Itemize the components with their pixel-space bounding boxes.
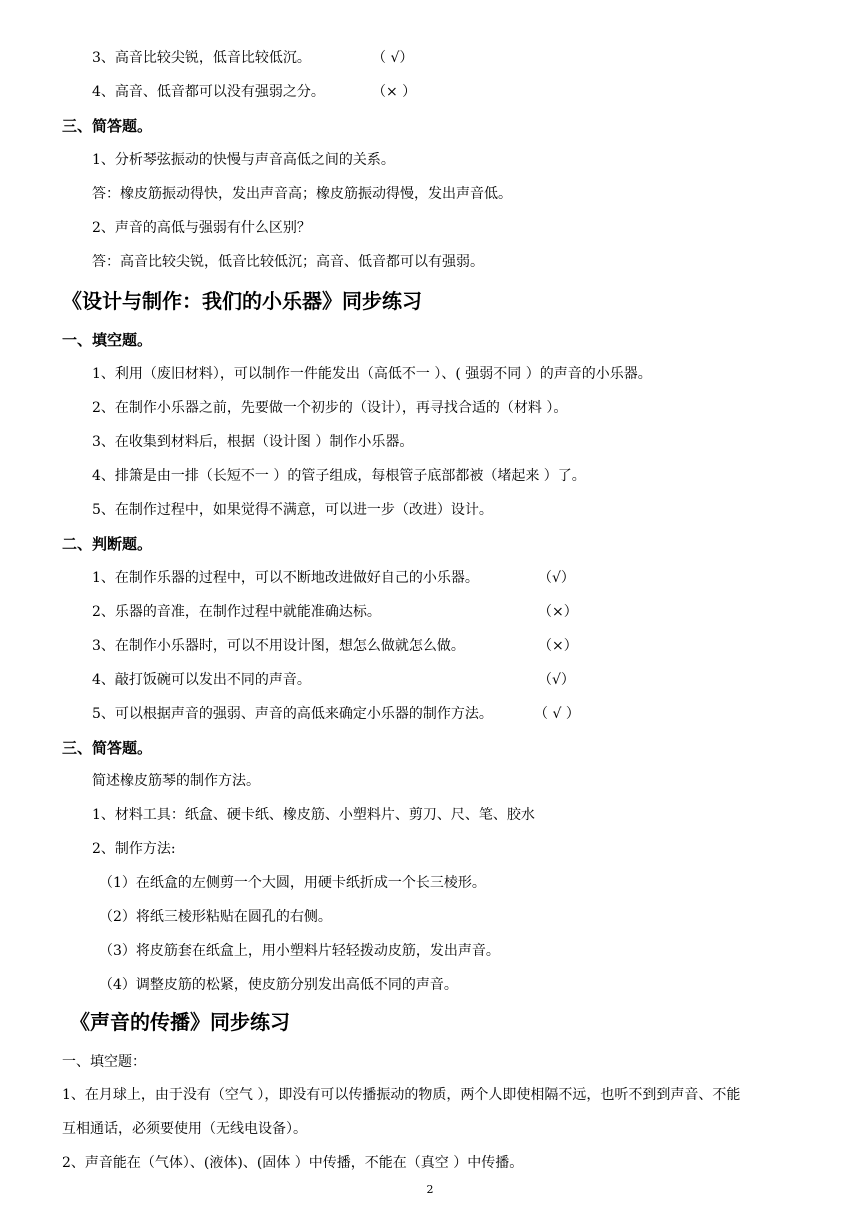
question-line: 1、分析琴弦振动的快慢与声音高低之间的关系。 [92, 152, 395, 168]
section-heading: 三、简答题。 [62, 739, 153, 757]
question-line: 2、声音的高低与强弱有什么区别？ [92, 220, 311, 236]
judge-item-mark: （×） [538, 604, 578, 620]
fill-item: 2、在制作小乐器之前，先要做一个初步的（设计），再寻找合适的（材料 ）。 [92, 400, 568, 416]
section-heading: 二、判断题。 [62, 535, 153, 553]
lesson-title: 《设计与制作：我们的小乐器》同步练习 [62, 289, 422, 313]
section-heading: 一、填空题： [62, 1054, 146, 1070]
page-number: 2 [426, 1183, 434, 1196]
judge-item-mark: （× ） [372, 84, 417, 100]
section-heading: 三、简答题。 [62, 117, 153, 135]
fill-item: 2、声音能在（气体）、(液体)、(固体 ）中传播，不能在（真空 ）中传播。 [62, 1155, 524, 1171]
judge-item-text: 3、在制作小乐器时，可以不用设计图，想怎么做就怎么做。 [92, 638, 465, 654]
section-heading: 一、填空题。 [62, 331, 153, 349]
judge-item-text: 3、高音比较尖锐，低音比较低沉。 [92, 50, 311, 66]
fill-item: 4、排箫是由一排（长短不一 ）的管子组成，每根管子底部都被（堵起来 ）了。 [92, 468, 586, 484]
judge-item-text: 2、乐器的音准，在制作过程中就能准确达标。 [92, 604, 381, 620]
question-line: 简述橡皮筋琴的制作方法。 [92, 773, 260, 789]
answer-line: 2、制作方法: [92, 841, 176, 857]
fill-item: 1、利用（废旧材料），可以制作一件能发出（高低不一 ）、( 强弱不同 ）的声音的小乐器。 [92, 366, 652, 382]
step-line: （4）调整皮筋的松紧，使皮筋分别发出高低不同的声音。 [99, 977, 458, 993]
judge-item-mark: （√） [538, 672, 575, 688]
judge-item-text: 4、敲打饭碗可以发出不同的声音。 [92, 672, 311, 688]
fill-item: 3、在收集到材料后，根据（设计图 ）制作小乐器。 [92, 434, 414, 450]
lesson-title: 《声音的传播》同步练习 [70, 1010, 290, 1034]
judge-item-mark: （×） [538, 638, 578, 654]
judge-item-text: 1、在制作乐器的过程中，可以不断地改进做好自己的小乐器。 [92, 570, 479, 586]
fill-item: 1、在月球上，由于没有（空气 ），即没有可以传播振动的物质，两个人即使相隔不远，也听不到到声音、不能 [62, 1087, 741, 1103]
answer-line: 1、材料工具：纸盒、硬卡纸、橡皮筋、小塑料片、剪刀、尺、笔、胶水 [92, 807, 535, 823]
answer-line: 答：高音比较尖锐，低音比较低沉；高音、低音都可以有强弱。 [92, 254, 484, 270]
step-line: （1）在纸盒的左侧剪一个大圆，用硬卡纸折成一个长三棱形。 [99, 875, 486, 891]
judge-item-mark: （ √） [372, 50, 414, 66]
step-line: （3）将皮筋套在纸盒上，用小塑料片轻轻拨动皮筋，发出声音。 [99, 943, 500, 959]
fill-item-continued: 互相通话，必须要使用（无线电设备）。 [62, 1121, 307, 1137]
answer-line: 答：橡皮筋振动得快，发出声音高；橡皮筋振动得慢，发出声音低。 [92, 186, 512, 202]
judge-item-text: 5、可以根据声音的强弱、声音的高低来确定小乐器的制作方法。 [92, 706, 493, 722]
step-line: （2）将纸三棱形粘贴在圆孔的右侧。 [99, 909, 332, 925]
judge-item-mark: （√） [538, 570, 575, 586]
fill-item: 5、在制作过程中，如果觉得不满意，可以进一步（改进）设计。 [92, 502, 493, 518]
judge-item-text: 4、高音、低音都可以没有强弱之分。 [92, 84, 325, 100]
judge-item-mark: （ √ ） [534, 706, 580, 722]
